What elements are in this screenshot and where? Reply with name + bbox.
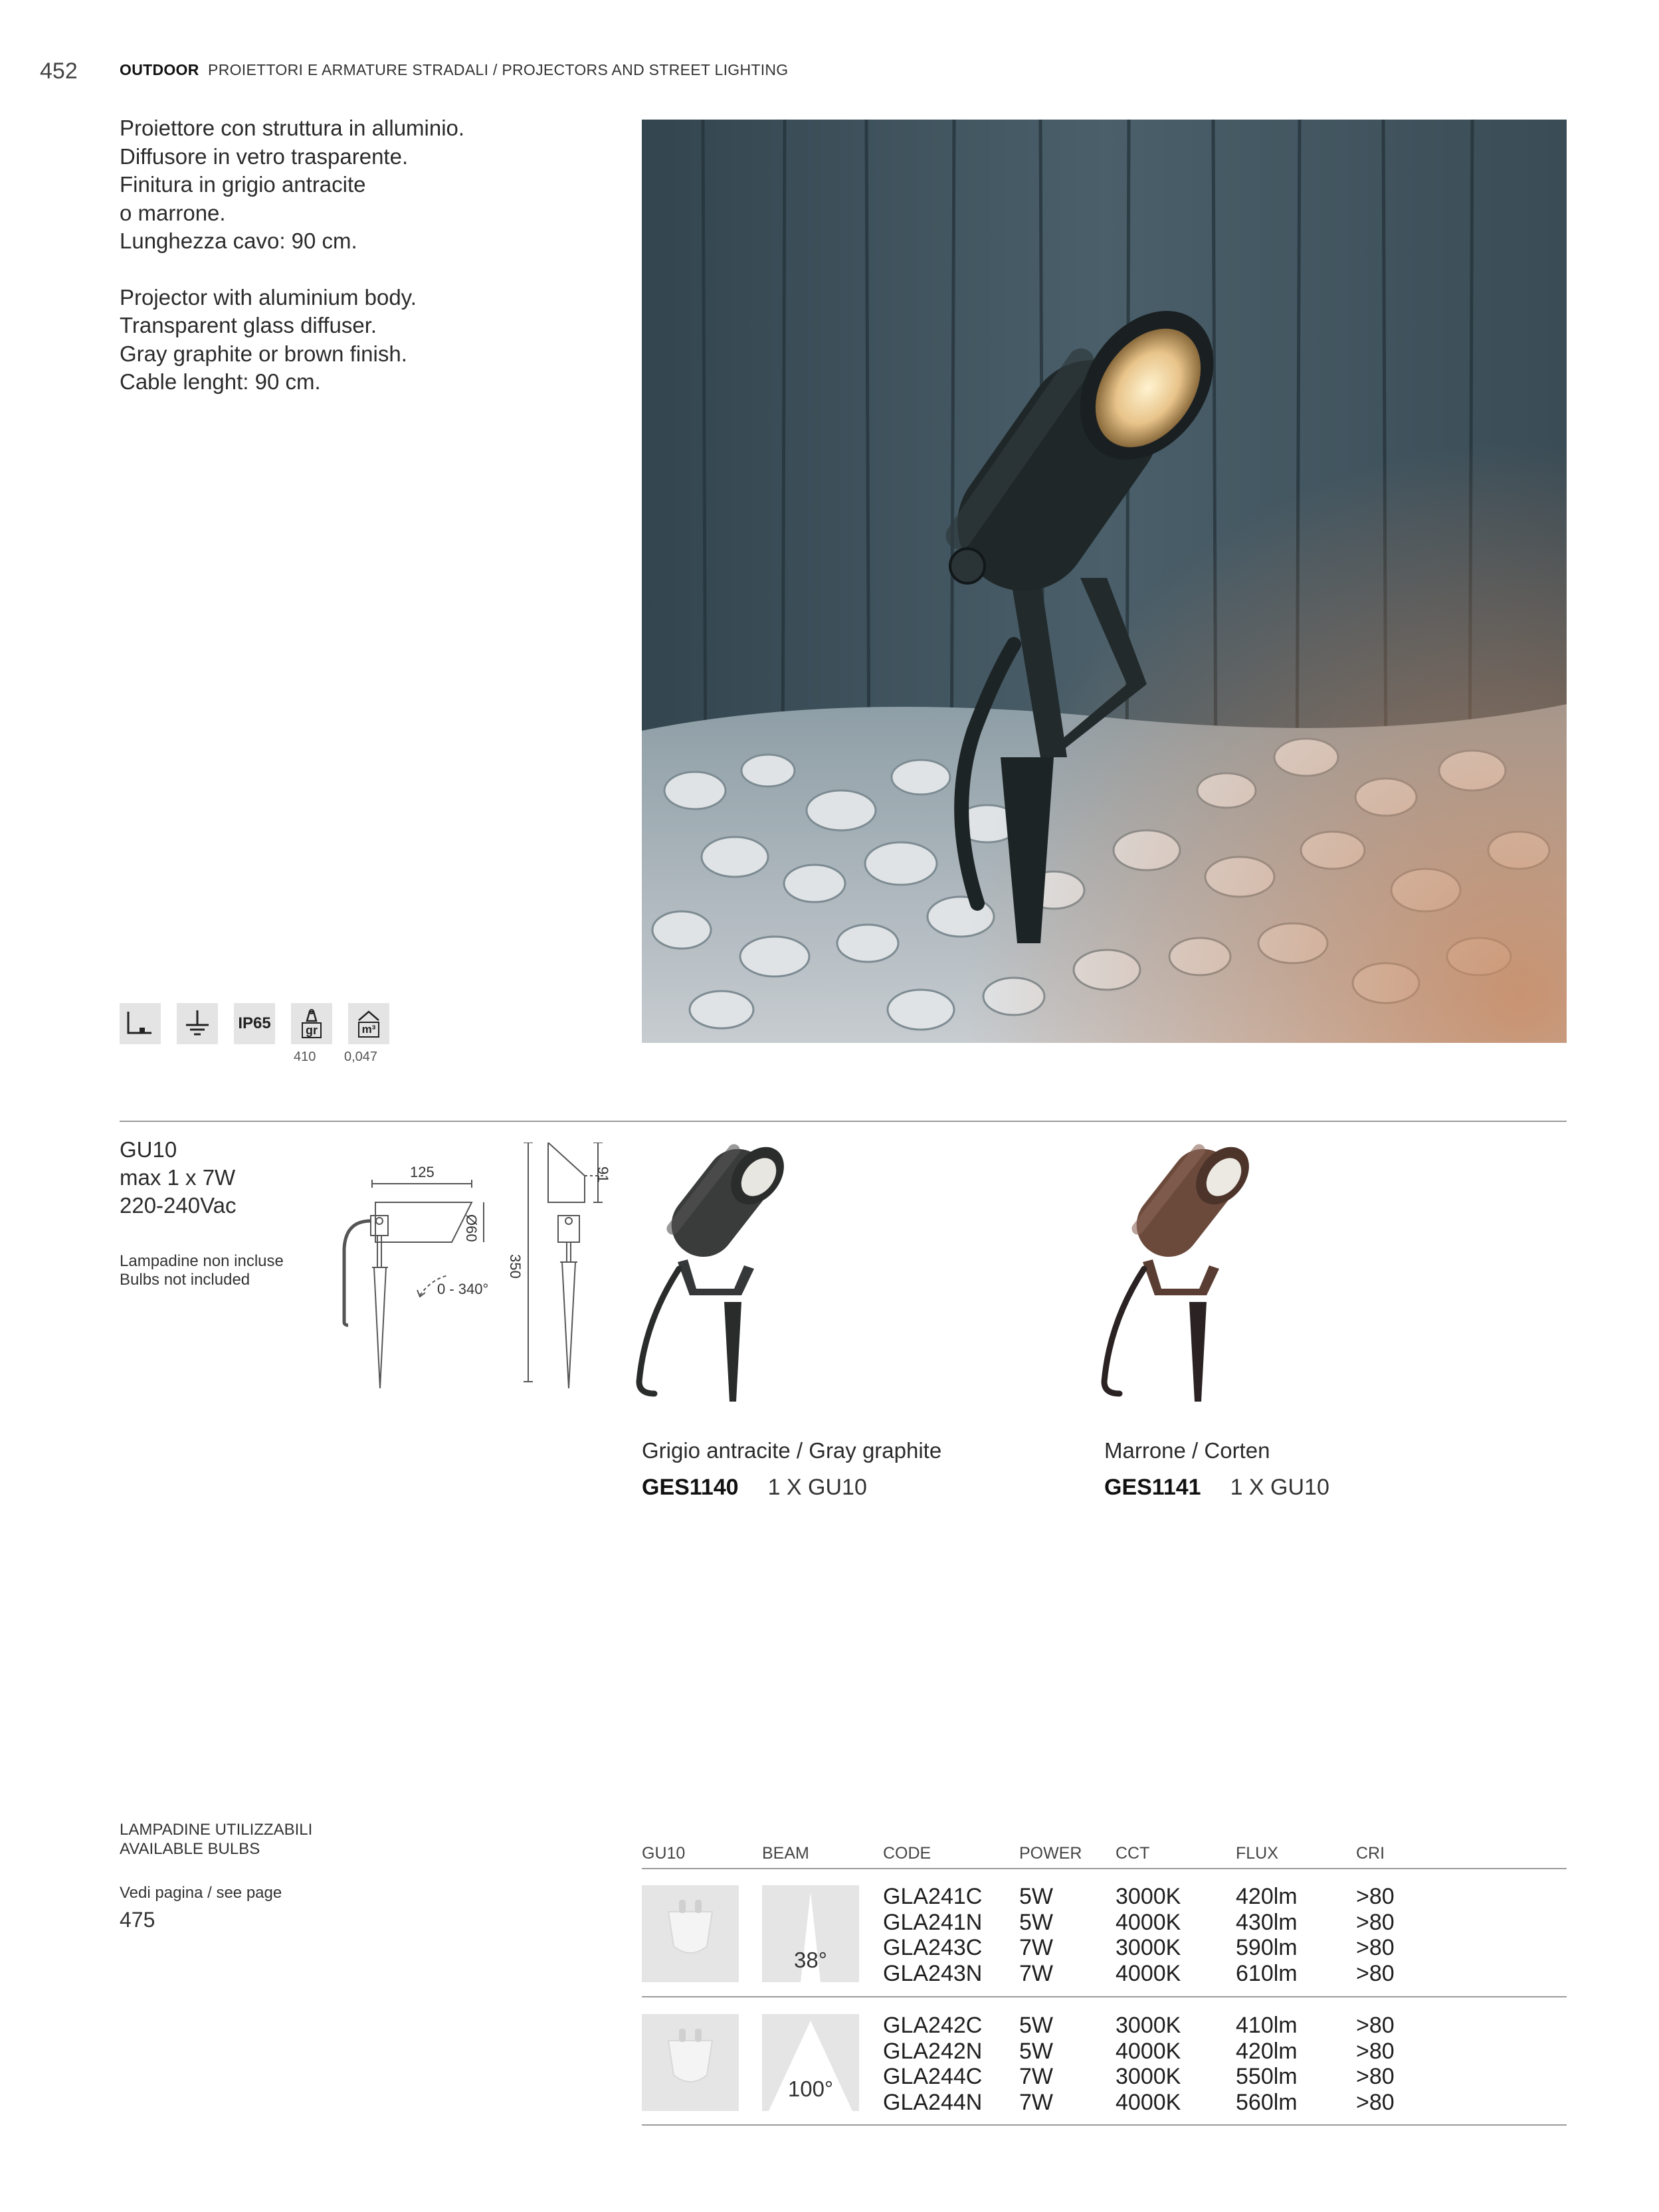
dimension-diameter: Ø60 <box>463 1214 480 1242</box>
table-cell: 3000K <box>1116 1935 1181 1960</box>
page-number: 452 <box>40 58 78 84</box>
table-cell: 5W <box>1019 1884 1053 1909</box>
table-cell: 590lm <box>1236 1935 1298 1960</box>
desc-it-line: Proiettore con struttura in alluminio. <box>120 116 465 140</box>
table-cell: 550lm <box>1236 2064 1298 2089</box>
table-header-rule <box>642 1868 1567 1869</box>
desc-it-line: Finitura in grigio antracite <box>120 172 366 197</box>
class-indicator-icon <box>120 1003 161 1044</box>
table-cell: 3000K <box>1116 2064 1181 2089</box>
beam-angle-38 <box>762 1885 859 1982</box>
desc-en-line: Projector with aluminium body. <box>120 284 417 310</box>
bulb-powers <box>1019 1884 1053 1986</box>
bulbs-note <box>120 1252 284 1289</box>
bulb-cris <box>1356 2013 1395 2115</box>
bulb-codes <box>883 2013 982 2115</box>
bulbs-title-line: AVAILABLE BULBS <box>120 1840 260 1858</box>
variant-name-gray: Grigio antracite / Gray graphite <box>642 1438 942 1463</box>
bulbs-title <box>120 1820 312 1859</box>
spec-line: max 1 x 7W <box>120 1165 236 1190</box>
beam-angle-label: 38° <box>794 1948 827 1972</box>
product-description <box>120 114 464 397</box>
spec-line: 220-240Vac <box>120 1193 237 1218</box>
bulb-fluxes <box>1236 2013 1298 2115</box>
bulb-thumbnail <box>642 2014 739 2111</box>
beam-angle-100 <box>762 2014 859 2111</box>
variant-code-brown <box>1104 1475 1329 1501</box>
table-cell: 4000K <box>1116 1909 1181 1935</box>
header-section: OUTDOOR <box>120 61 199 78</box>
note-line: Lampadine non incluse <box>120 1252 284 1270</box>
table-cell: 7W <box>1019 2064 1053 2089</box>
table-cell: 430lm <box>1236 1909 1298 1935</box>
table-cell: 560lm <box>1236 2089 1298 2115</box>
bulb-ccts <box>1116 1884 1181 1986</box>
desc-en-line: Cable lenght: 90 cm. <box>120 369 321 394</box>
variant-code-gray <box>642 1475 867 1501</box>
bulb-fluxes <box>1236 1884 1298 1986</box>
table-cell: 610lm <box>1236 1960 1298 1986</box>
header-subtitle: PROIETTORI E ARMATURE STRADALI / PROJECTORS AND STREET LIGHTING <box>208 61 789 78</box>
table-cell: GLA242N <box>883 2038 983 2064</box>
product-code: GES1141 <box>1104 1475 1201 1500</box>
bulbs-title-line: LAMPADINE UTILIZZABILI <box>120 1821 313 1839</box>
col-header-cct: CCT <box>1116 1844 1150 1863</box>
bulb-ccts <box>1116 2013 1181 2115</box>
variant-image-gray <box>625 1136 824 1415</box>
desc-en-line: Transparent glass diffuser. <box>120 313 377 337</box>
section-divider <box>120 1121 1567 1122</box>
bulb-codes <box>883 1884 982 1986</box>
table-cell: GLA244C <box>883 2064 983 2089</box>
weight-symbol: gr <box>302 1022 322 1038</box>
col-header-power: POWER <box>1019 1844 1082 1863</box>
dimension-length: 125 <box>410 1164 435 1180</box>
table-cell: 4000K <box>1116 2038 1181 2064</box>
rotation-angle: 0 - 340° <box>437 1281 489 1297</box>
note-line: Bulbs not included <box>120 1271 250 1289</box>
product-feature-icons <box>120 1003 389 1044</box>
bulb-cris <box>1356 1884 1395 1986</box>
dimension-head: 91 <box>595 1166 611 1183</box>
table-cell: >80 <box>1356 2089 1395 2115</box>
bulb-config: 1 X GU10 <box>767 1475 867 1500</box>
table-cell: 410lm <box>1236 2013 1298 2038</box>
table-cell: 420lm <box>1236 2038 1298 2064</box>
variant-name-brown: Marrone / Corten <box>1104 1438 1270 1463</box>
col-header-cri: CRI <box>1356 1844 1385 1863</box>
weight-value: 410 <box>294 1050 316 1064</box>
technical-drawing <box>332 1143 651 1408</box>
col-header-flux: FLUX <box>1236 1844 1278 1863</box>
dimension-height: 350 <box>507 1254 524 1279</box>
table-cell: 7W <box>1019 2089 1053 2115</box>
table-cell: >80 <box>1356 1884 1395 1909</box>
electrical-specs <box>120 1136 237 1220</box>
weight-icon <box>291 1003 332 1044</box>
see-page-number: 475 <box>120 1908 155 1932</box>
table-cell: 3000K <box>1116 2013 1181 2038</box>
table-bottom-rule <box>642 2124 1567 2126</box>
ip-rating-badge: IP65 <box>234 1003 275 1044</box>
table-cell: 4000K <box>1116 1960 1181 1986</box>
col-header-beam: BEAM <box>762 1844 809 1863</box>
table-cell: 5W <box>1019 1909 1053 1935</box>
desc-en-line: Gray graphite or brown finish. <box>120 341 407 366</box>
hero-photo <box>642 120 1567 1043</box>
table-cell: 4000K <box>1116 2089 1181 2115</box>
desc-it-line: Diffusore in vetro trasparente. <box>120 143 409 169</box>
bulb-powers <box>1019 2013 1053 2115</box>
table-cell: >80 <box>1356 1960 1395 1986</box>
bulb-thumbnail <box>642 1885 739 1982</box>
table-cell: 5W <box>1019 2013 1053 2038</box>
product-code: GES1140 <box>642 1475 739 1500</box>
table-cell: >80 <box>1356 1935 1395 1960</box>
table-cell: GLA241C <box>883 1884 983 1909</box>
table-cell: 7W <box>1019 1960 1053 1986</box>
table-cell: 3000K <box>1116 1884 1181 1909</box>
desc-it-line: Lunghezza cavo: 90 cm. <box>120 229 357 253</box>
col-header-gu10: GU10 <box>642 1844 686 1863</box>
table-cell: GLA241N <box>883 1909 983 1935</box>
table-group-rule <box>642 1996 1567 1997</box>
ground-icon <box>177 1003 218 1044</box>
volume-value: 0,047 <box>344 1050 378 1064</box>
see-page-label: Vedi pagina / see page <box>120 1884 282 1902</box>
table-cell: >80 <box>1356 2013 1395 2038</box>
beam-angle-label: 100° <box>787 2076 834 2101</box>
table-cell: >80 <box>1356 2038 1395 2064</box>
page-header <box>120 61 789 79</box>
table-cell: GLA242C <box>883 2013 983 2038</box>
col-header-code: CODE <box>883 1844 931 1863</box>
table-cell: 7W <box>1019 1935 1053 1960</box>
volume-symbol: m³ <box>358 1022 380 1038</box>
table-cell: GLA243N <box>883 1960 983 1986</box>
variant-image-brown <box>1090 1136 1289 1415</box>
table-cell: >80 <box>1356 2064 1395 2089</box>
table-cell: GLA243C <box>883 1935 983 1960</box>
table-cell: 420lm <box>1236 1884 1298 1909</box>
desc-it-line: o marrone. <box>120 200 226 225</box>
table-cell: >80 <box>1356 1909 1395 1935</box>
bulb-config: 1 X GU10 <box>1230 1475 1329 1500</box>
table-cell: GLA244N <box>883 2089 983 2115</box>
spec-line: GU10 <box>120 1137 177 1162</box>
table-cell: 5W <box>1019 2038 1053 2064</box>
volume-icon <box>348 1003 389 1044</box>
